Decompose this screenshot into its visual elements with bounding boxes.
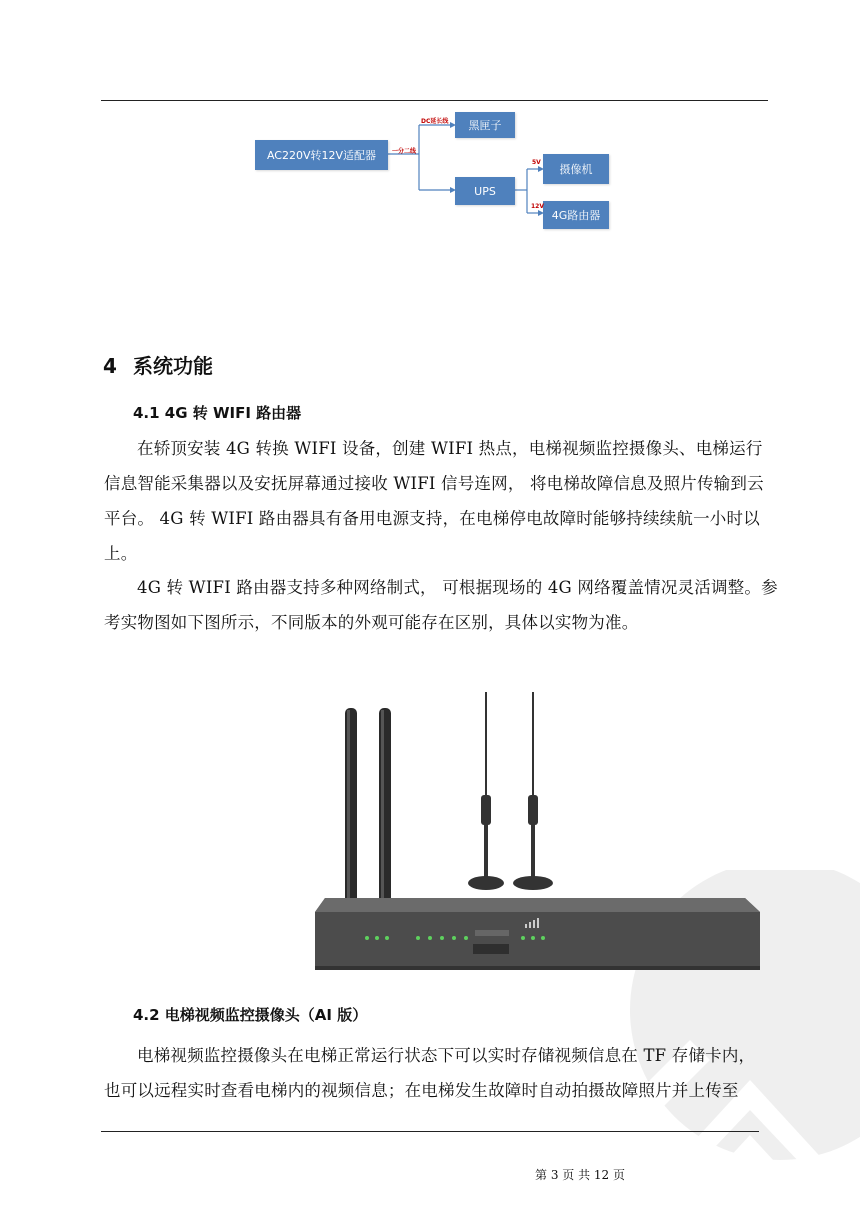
page-number: 第 3 页 共 12 页 — [535, 1168, 625, 1182]
section-4-1-paragraph-1: 在轿顶安装 4G 转换 WIFI 设备，创建 WIFI 热点，电梯视频监控摄像头、电梯运行 信息智能采集器以及安抚屏幕通过接收 WIFI 信号连网， 将电梯故障信息及照片传输到云 平台。 4G 转 WIFI 路由器具有备用电源支持，在电梯停电故障时能够持续续航一小时以 上。 — [104, 439, 764, 563]
label-5v: 5V — [532, 159, 541, 166]
label-12v: 12V — [531, 203, 544, 210]
router-photo — [305, 680, 767, 980]
label-split: 一分二线 — [392, 148, 417, 155]
section-4-2-heading: 4.2 电梯视频监控摄像头（AI 版） — [133, 1006, 368, 1024]
section-4-1-heading: 4.1 4G 转 WIFI 路由器 — [133, 404, 302, 422]
footer-rule — [101, 1131, 759, 1132]
antenna-icon — [345, 708, 391, 908]
section-4-1-paragraph-2: 4G 转 WIFI 路由器支持多种网络制式， 可根据现场的 4G 网络覆盖情况灵活调整。参 考实物图如下图所示，不同版本的外观可能存在区别，具体以实物为准。 — [104, 578, 778, 632]
section-4-heading: 4 系统功能 — [103, 354, 213, 378]
ups-node: UPS — [455, 177, 515, 205]
label-dc: DC延长线 — [421, 118, 449, 125]
black-box-node: 黑匣子 — [455, 112, 515, 138]
router-node: 4G路由器 — [543, 201, 609, 229]
adapter-box: AC220V转12V适配器 — [255, 140, 388, 170]
header-rule — [101, 100, 768, 101]
section-4-2-paragraph: 电梯视频监控摄像头在电梯正常运行状态下可以实时存储视频信息在 TF 存储卡内， 也可以远程实时查看电梯内的视频信息；在电梯发生故障时自动拍摄故障照片并上传至 — [104, 1046, 756, 1100]
camera-node: 摄像机 — [543, 154, 609, 184]
wiring-diagram — [255, 105, 625, 235]
